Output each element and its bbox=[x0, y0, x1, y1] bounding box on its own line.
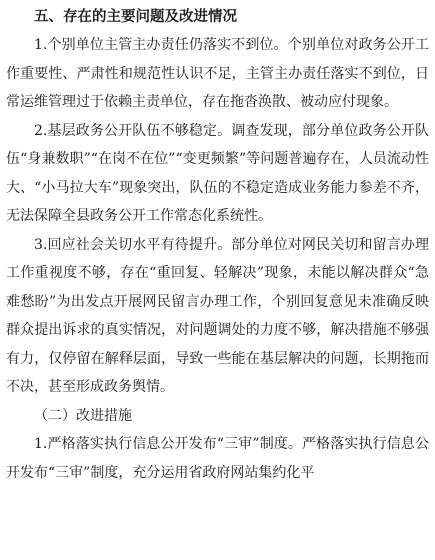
issue-text-3: 部分单位对网民关切和留言办理工作重视度不够，存在“重回复、轻解决”现象，未能以解决群众“急难愁盼”为出发点开展网民留言办理工作，个别回复意见未准确反映群众提出诉求的真实情况，对问题调处的力度不够，解决措施不够强有力，仅停留在解释层面，导致一些能在基层解决的问题，长期拖而不决，甚至形成政务舆情。 bbox=[6, 236, 430, 395]
measure-paragraph-1 bbox=[6, 430, 429, 487]
issue-text-1: 个别单位对政务公开工作重要性、严肃性和规范性认识不足，主管主办责任落实不到位，日常运维管理过于依赖主责单位，存在拖沓涣散、被动应付现象。 bbox=[6, 37, 430, 110]
issue-text-2: 调查发现，部分单位政务公开队伍“身兼数职”“在岗不在位”“变更频繁”等问题普遍存在，人员流动性大、“小马拉大车”现象突出，队伍的不稳定造成业务能力参差不齐，无法保障全县政务公开工作常态化系统性。 bbox=[6, 122, 430, 224]
section-heading: 五、存在的主要问题及改进情况 bbox=[34, 9, 237, 25]
issue-lead-2: 2.基层政务公开队伍不够稳定。 bbox=[34, 122, 232, 139]
measure-text-1: 严格落实执行信息公开发布“三审”制度，充分运用省政府网站集约化平 bbox=[6, 436, 430, 481]
subsection-heading: （二）改进措施 bbox=[34, 407, 132, 424]
issue-paragraph-3 bbox=[6, 231, 429, 402]
measure-lead-1: 1.严格落实执行信息公开发布“三审”制度。 bbox=[34, 436, 303, 452]
issue-lead-1: 1.个别单位主管主办责任仍落实不到位。 bbox=[34, 37, 288, 53]
issue-lead-3: 3.回应社会关切水平有待提升。 bbox=[34, 236, 232, 253]
issue-paragraph-1 bbox=[6, 31, 429, 117]
issue-paragraph-2 bbox=[6, 117, 429, 231]
